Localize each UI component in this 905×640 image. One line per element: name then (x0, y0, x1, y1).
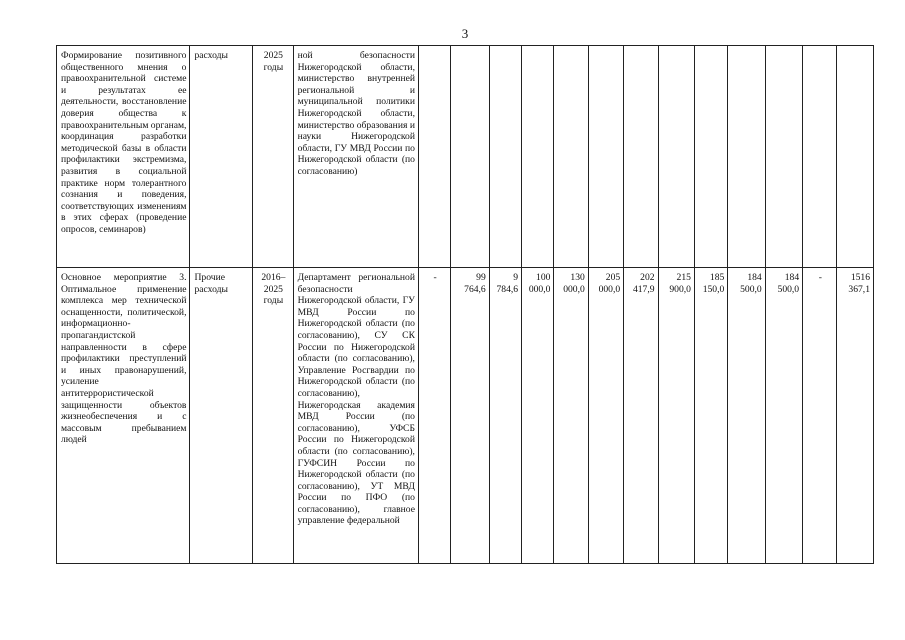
page-number: 3 (461, 26, 469, 41)
value-cell (803, 46, 837, 268)
activity-cell: Основное мероприятие 3. Оптимальное применение комплекса мер технической оснащенности, политической, информационно-пропагандистской направленности в сфере профилактики преступлений и иных правонарушений, усиление антитеррористической защищенности объектов жизнеобеспечения и с массовым пребыванием людей (57, 268, 190, 564)
value-cell: 202 417,9 (624, 268, 658, 564)
value-cell (728, 46, 765, 268)
value-cell: - (803, 268, 837, 564)
value-cell (554, 46, 588, 268)
value-cell: 9 784,6 (489, 268, 521, 564)
value-cell: 184 500,0 (728, 268, 765, 564)
value-cell: 215 900,0 (658, 268, 694, 564)
value-cell: 1516 367,1 (837, 268, 874, 564)
value-cell (522, 46, 554, 268)
value-cell: 99 764,6 (451, 268, 489, 564)
program-table (56, 45, 874, 564)
value-cell (588, 46, 623, 268)
value-cell: 130 000,0 (554, 268, 588, 564)
period-cell: 2016–2025 годы (253, 268, 293, 564)
period-cell: 2025 годы (253, 46, 293, 268)
value-cell: 205 000,0 (588, 268, 623, 564)
value-cell: 100 000,0 (522, 268, 554, 564)
value-cell (489, 46, 521, 268)
expense-type-cell: Прочие расходы (190, 268, 253, 564)
value-cell (418, 46, 450, 268)
responsible-cell: Департамент региональной безопасности Нижегородской области, ГУ МВД России по Нижегородской области (по согласованию), СУ СК России по Нижегородской области (по согласованию), Управление Росгвардии по Нижегородской области (по согласованию), Нижегородская академия МВД России (по согласованию), УФСБ России по Нижегородской области (по согласованию), ГУФСИН России по Нижегородской области (по согласованию), УТ МВД России по ПФО (по согласованию), главное управление федеральной (293, 268, 418, 564)
value-cell (624, 46, 658, 268)
value-cell (694, 46, 727, 268)
value-cell: 185 150,0 (694, 268, 727, 564)
activity-cell: Формирование позитивного общественного мнения о правоохранительной системе и результатах ее деятельности, восстановление доверия общества к правоохранительным органам, координация разработки методической базы в области профилактики экстремизма, развития в социальной практике норм толерантного сознания и поведения, соответствующих изменениям в этих сферах (проведение опросов, семинаров) (57, 46, 190, 268)
value-cell (451, 46, 489, 268)
value-cell (765, 46, 802, 268)
table-row (57, 46, 874, 268)
responsible-cell: ной безопасности Нижегородской области, министерство внутренней региональной и муниципальной политики Нижегородской области, министерство образования и науки Нижегородской области, ГУ МВД России по Нижегородской области (по согласованию) (293, 46, 418, 268)
table-row (57, 268, 874, 564)
expense-type-cell: расходы (190, 46, 253, 268)
value-cell: 184 500,0 (765, 268, 802, 564)
value-cell: - (418, 268, 450, 564)
value-cell (658, 46, 694, 268)
value-cell (837, 46, 874, 268)
